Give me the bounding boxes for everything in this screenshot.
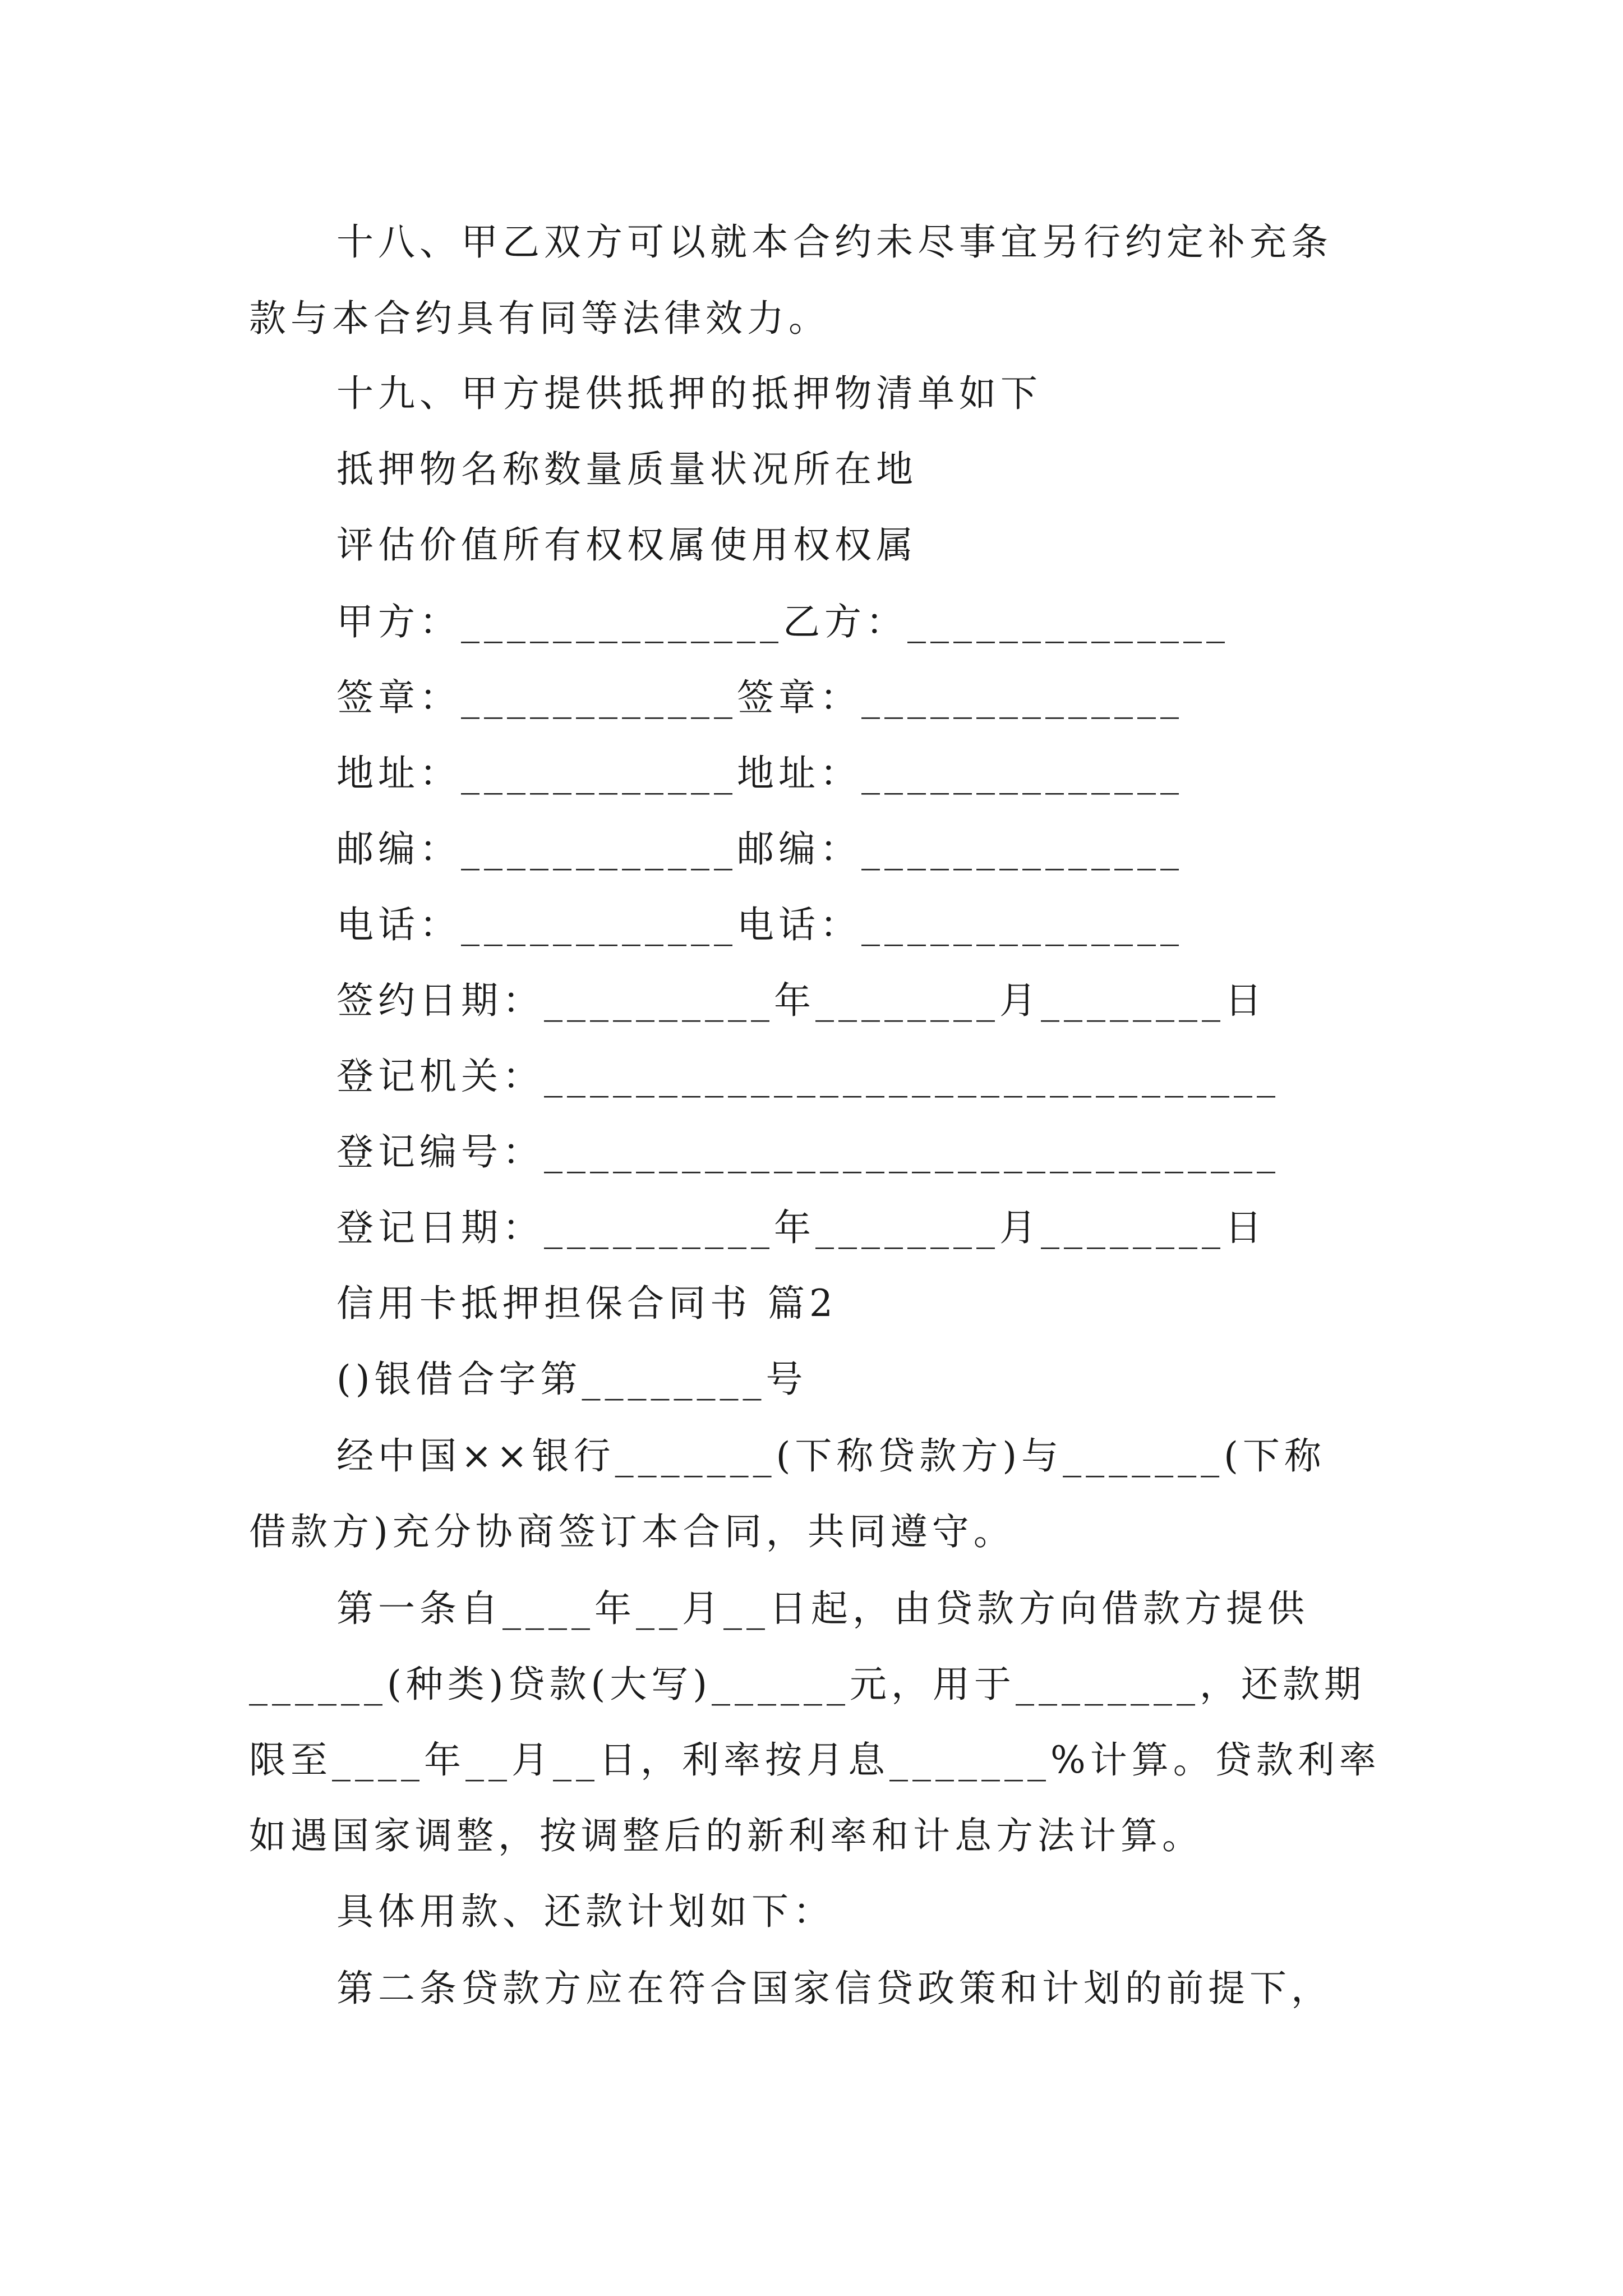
- phone-line: 电话：____________电话：______________: [336, 903, 1183, 946]
- article-1-line-4: 如遇国家调整，按调整后的新利率和计息方法计算。: [249, 1814, 1204, 1857]
- clause-18-line-1: 十八、甲乙双方可以就本合约未尽事宜另行约定补充条: [336, 220, 1332, 264]
- signature-line: 签章：____________签章：______________: [336, 676, 1183, 719]
- postcode-line: 邮编：____________邮编：______________: [336, 827, 1183, 871]
- collateral-list-header-1: 抵押物名称数量质量状况所在地: [336, 448, 917, 491]
- contract-number-line: ()银借合字第________号: [336, 1358, 808, 1401]
- clause-18-line-2: 款与本合约具有同等法律效力。: [249, 297, 830, 340]
- party-line: 甲方：______________乙方：______________: [336, 600, 1229, 643]
- clause-19-line: 十九、甲方提供抵押的抵押物清单如下: [336, 372, 1042, 415]
- signing-date-line: 签约日期：__________年________月________日: [336, 979, 1266, 1022]
- registry-date-line: 登记日期：__________年________月________日: [336, 1206, 1266, 1249]
- article-1-line-1: 第一条自____年__月__日起，由贷款方向借款方提供: [336, 1587, 1309, 1630]
- preamble-line-2: 借款方)充分协商签订本合同，共同遵守。: [249, 1510, 1015, 1553]
- section-title: 信用卡抵押担保合同书 篇2: [336, 1282, 837, 1325]
- article-2-line-1: 第二条贷款方应在符合国家信贷政策和计划的前提下，: [336, 1967, 1332, 2010]
- address-line: 地址：____________地址：______________: [336, 752, 1183, 795]
- registry-number-line: 登记编号：________________________________: [336, 1130, 1280, 1174]
- repayment-plan-line: 具体用款、还款计划如下：: [336, 1890, 834, 1933]
- collateral-list-header-2: 评估价值所有权权属使用权权属: [336, 523, 917, 567]
- article-1-line-2: ______(种类)贷款(大写)______元，用于________，还款期: [249, 1663, 1366, 1706]
- registry-authority-line: 登记机关：________________________________: [336, 1055, 1280, 1098]
- preamble-line-1: 经中国××银行_______(下称贷款方)与_______(下称: [336, 1434, 1326, 1478]
- article-1-line-3: 限至____年__月__日，利率按月息_______%计算。贷款利率: [249, 1738, 1381, 1782]
